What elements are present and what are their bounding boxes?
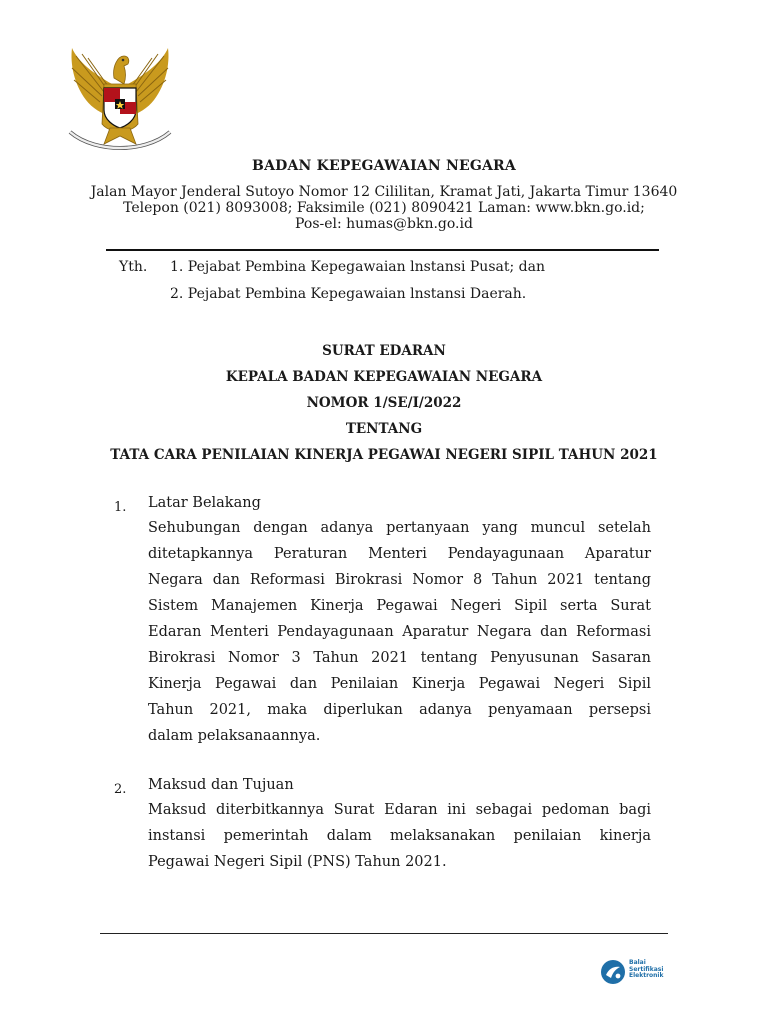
section-heading: Maksud dan Tujuan [148, 777, 294, 793]
bsre-logo-text: Balai [629, 959, 646, 966]
section-number: 2. [114, 782, 127, 797]
header-divider [106, 249, 659, 251]
paragraph-line: Maksud diterbitkannya Surat Edaran ini sebagai pedoman bagi [148, 802, 651, 818]
paragraph-line: Sistem Manajemen Kinerja Pegawai Negeri Sipil serta Surat [148, 598, 651, 614]
email-line: Pos-el: humas@bkn.go.id [295, 216, 473, 232]
paragraph-line: ditetapkannya Peraturan Menteri Pendayagunaan Aparatur [148, 546, 651, 562]
garuda-pancasila-emblem-icon [64, 44, 176, 154]
section-paragraph [148, 797, 651, 875]
paragraph-line: Birokrasi Nomor 3 Tahun 2021 tentang Penyusunan Sasaran [148, 650, 651, 666]
paragraph-line: dalam pelaksanaannya. [148, 728, 321, 744]
organization-name: BADAN KEPEGAWAIAN NEGARA [252, 158, 516, 174]
document-number: NOMOR 1/SE/I/2022 [306, 395, 462, 411]
contact-line: Telepon (021) 8093008; Faksimile (021) 8090421 Laman: www.bkn.go.id; [123, 200, 645, 216]
footer-divider [100, 933, 668, 934]
about-label: TENTANG [345, 421, 423, 437]
section-heading: Latar Belakang [148, 495, 261, 511]
recipient-label: Yth. [119, 259, 148, 275]
issuer-title: KEPALA BADAN KEPEGAWAIAN NEGARA [225, 369, 543, 385]
paragraph-line: Edaran Menteri Pendayagunaan Aparatur Negara dan Reformasi [148, 624, 651, 640]
document-type-title: SURAT EDARAN [322, 343, 446, 359]
paragraph-line: Kinerja Pegawai dan Penilaian Kinerja Pegawai Negeri Sipil [148, 676, 651, 692]
address-line: Jalan Mayor Jenderal Sutoyo Nomor 12 Cililitan, Kramat Jati, Jakarta Timur 13640 [90, 184, 678, 200]
recipient-item: 2. Pejabat Pembina Kepegawaian lnstansi Daerah. [170, 286, 527, 302]
paragraph-line: Pegawai Negeri Sipil (PNS) Tahun 2021. [148, 854, 447, 870]
bsre-logo [599, 958, 673, 988]
paragraph-line: Sehubungan dengan adanya pertanyaan yang muncul setelah [148, 520, 651, 536]
bsre-logo-text: Elektronik [629, 972, 664, 979]
section-number: 1. [114, 500, 127, 515]
paragraph-line: Negara dan Reformasi Birokrasi Nomor 8 Tahun 2021 tentang [148, 572, 651, 588]
bsre-logo-text: Sertifikasi [629, 965, 664, 973]
paragraph-line: instansi pemerintah dalam melaksanakan penilaian kinerja [148, 828, 651, 844]
document-subject: TATA CARA PENILAIAN KINERJA PEGAWAI NEGERI SIPIL TAHUN 2021 [110, 447, 658, 463]
recipient-item: 1. Pejabat Pembina Kepegawaian lnstansi Pusat; dan [170, 259, 545, 275]
bsre-logo-icon [599, 958, 627, 986]
section-paragraph [148, 515, 651, 749]
paragraph-line: Tahun 2021, maka diperlukan adanya penyamaan persepsi [148, 702, 651, 718]
